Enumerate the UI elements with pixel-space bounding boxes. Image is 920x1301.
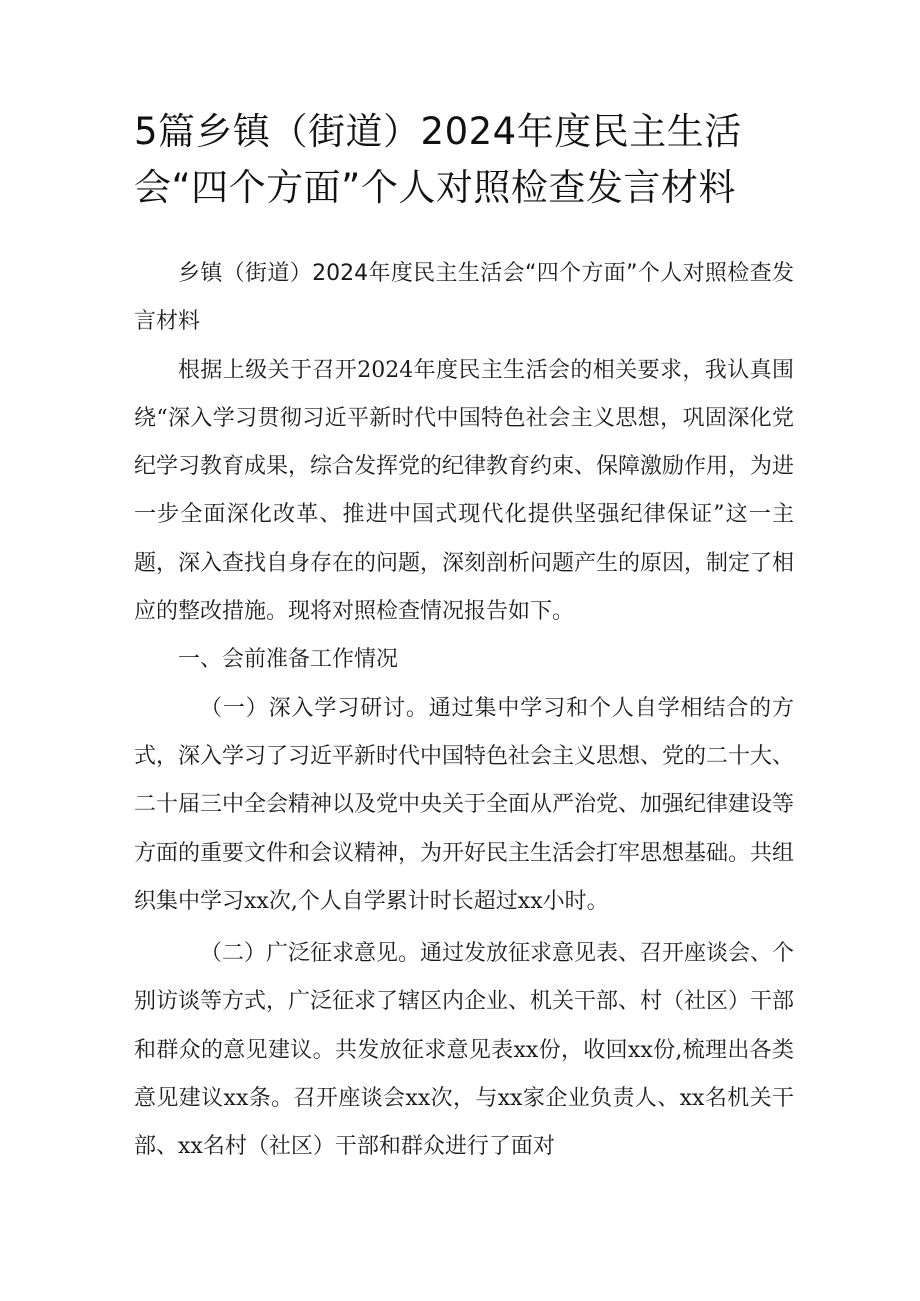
subsection-paragraph: （二）广泛征求意见。通过发放征求意见表、召开座谈会、个别访谈等方式，广泛征求了辖区内企业、机关干部、村（社区）干部和群众的意见建议。共发放征求意见表xx份，收回xx份,梳理出各类意见建议xx条。召开座谈会xx次，与xx家企业负责人、xx名机关干部、xx名村（社区）干部和群众进行了面对 (134, 941, 795, 1160)
document-subtitle: 乡镇（街道）2024年度民主生活会“四个方面”个人对照检查发言材料 (134, 261, 794, 335)
section-heading: 一、会前准备工作情况 (178, 647, 399, 673)
intro-paragraph: 根据上级关于召开2024年度民主生活会的相关要求，我认真围绕“深入学习贯彻习近平新时代中国特色社会主义思想，巩固深化党纪学习教育成果，综合发挥党的纪律教育约束、保障激励作用，为进一步全面深化改革、推进中国式现代化提供坚强纪律保证”这一主题，深入查找自身存在的问题，深刻剖析问题产生的原因，制定了相应的整改措施。现将对照检查情况报告如下。 (134, 357, 795, 625)
document-body (134, 250, 794, 1172)
subsection-paragraph: （一）深入学习研讨。通过集中学习和个人自学相结合的方式，深入学习了习近平新时代中国特色社会主义思想、党的二十大、二十届三中全会精神以及党中央关于全面从严治党、加强纪律建设等方面的重要文件和会议精神，为开好民主生活会打牢思想基础。共组织集中学习xx次,个人自学累计时长超过xx小时。 (134, 695, 795, 914)
document-title: 5篇乡镇（街道）2024年度民主生活会“四个方面”个人对照检查发言材料 (134, 110, 742, 209)
